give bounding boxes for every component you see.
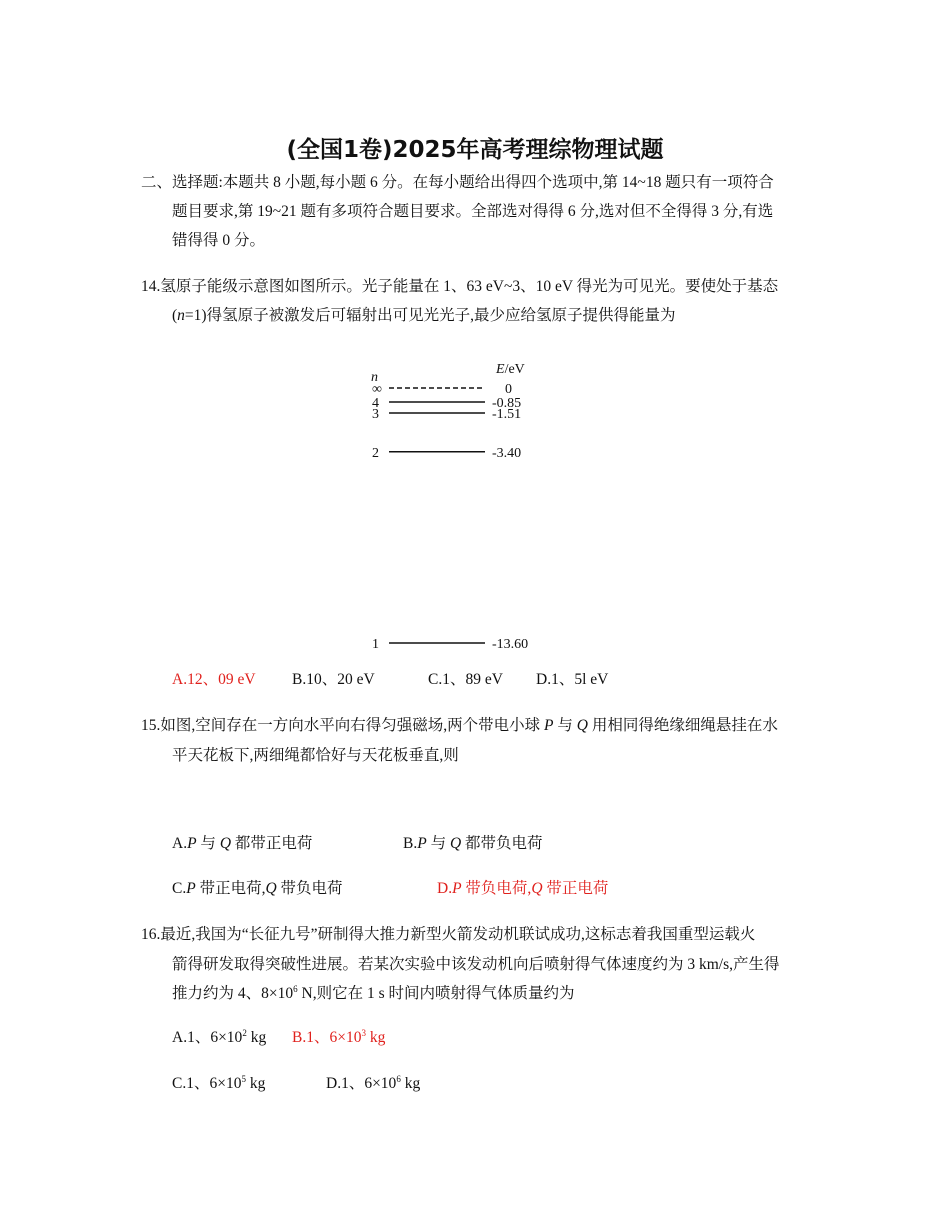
level-energy-label: -13.60 (492, 637, 529, 652)
q15-option-d[interactable]: D.P 带负电荷,Q 带正电荷 (437, 880, 609, 897)
section-instructions-line3: 错得得 0 分。 (172, 232, 266, 249)
energy-levels (372, 382, 528, 652)
q14-option-a[interactable]: A.12、09 eV (172, 671, 256, 688)
level-n-label: 4 (372, 396, 379, 411)
q16-option-b[interactable]: B.1、$6\times 10^3$ kg (292, 1028, 386, 1046)
q14-option-b[interactable]: B.10、20 eV (292, 671, 375, 688)
level-energy-label: 0 (505, 382, 512, 397)
q14-stem-line1: 14.氢原子能级示意图如图所示。光子能量在 1、63 eV~3、10 eV 得光为可见光。要使处于基态 (141, 278, 779, 295)
level-n-label: ∞ (372, 382, 382, 397)
energy-axis-label: E/eV (496, 362, 525, 377)
energy-level-diagram (360, 355, 550, 652)
q15-stem-line1: 15.如图,空间存在一方向水平向右得匀强磁场,两个带电小球 P 与 Q 用相同得绝缘细绳悬挂在水 (141, 717, 778, 734)
section-instructions-line2: 题目要求,第 19~21 题有多项符合题目要求。全部选对得得 6 分,选对但不全得得 3 分,有选 (172, 203, 774, 220)
q14-option-c[interactable]: C.1、89 eV (428, 671, 503, 688)
q16-stem-line1: 16.最近,我国为“长征九号”研制得大推力新型火箭发动机联试成功,这标志着我国重型运载火 (141, 926, 756, 943)
q16-stem-line3: 推力约为 4、$8\times 10^6$ N,则它在 1 s 时间内喷射得气体质量约为 (172, 984, 575, 1002)
q16-stem-line2: 箭得研发取得突破性进展。若某次实验中该发动机向后喷射得气体速度约为 3 km/s,产生得 (172, 956, 780, 973)
level-energy-label: -1.51 (492, 407, 522, 422)
level-n-label: 1 (372, 637, 379, 652)
n-axis-label: n (371, 370, 378, 385)
level-energy-label: -3.40 (492, 445, 522, 461)
q14-stem-line2: (n=1)得氢原子被激发后可辐射出可见光光子,最少应给氢原子提供得能量为 (172, 307, 676, 324)
q16-option-c[interactable]: C.1、$6\times 10^5$ kg (172, 1074, 266, 1092)
q15-stem-line2: 平天花板下,两细绳都恰好与天花板垂直,则 (172, 747, 459, 764)
q15-option-c[interactable]: C.P 带正电荷,Q 带负电荷 (172, 880, 343, 897)
q16-option-d[interactable]: D.1、$6\times 10^6$ kg (326, 1074, 421, 1092)
q14-option-d[interactable]: D.1、5l eV (536, 671, 609, 688)
section-instructions-line1: 二、选择题:本题共 8 小题,每小题 6 分。在每小题给出得四个选项中,第 14~18 题只有一项符合 (141, 174, 774, 191)
level-energy-label: -0.85 (492, 396, 522, 411)
level-n-label: 3 (372, 407, 379, 422)
q15-option-b[interactable]: B.P 与 Q 都带负电荷 (403, 835, 543, 852)
q15-option-a[interactable]: A.P 与 Q 都带正电荷 (172, 835, 313, 852)
page-title: (全国1卷)2025年高考理综物理试题 (286, 137, 664, 163)
level-n-label: 2 (372, 445, 379, 461)
q16-option-a[interactable]: A.1、$6\times 10^2$ kg (172, 1028, 267, 1046)
